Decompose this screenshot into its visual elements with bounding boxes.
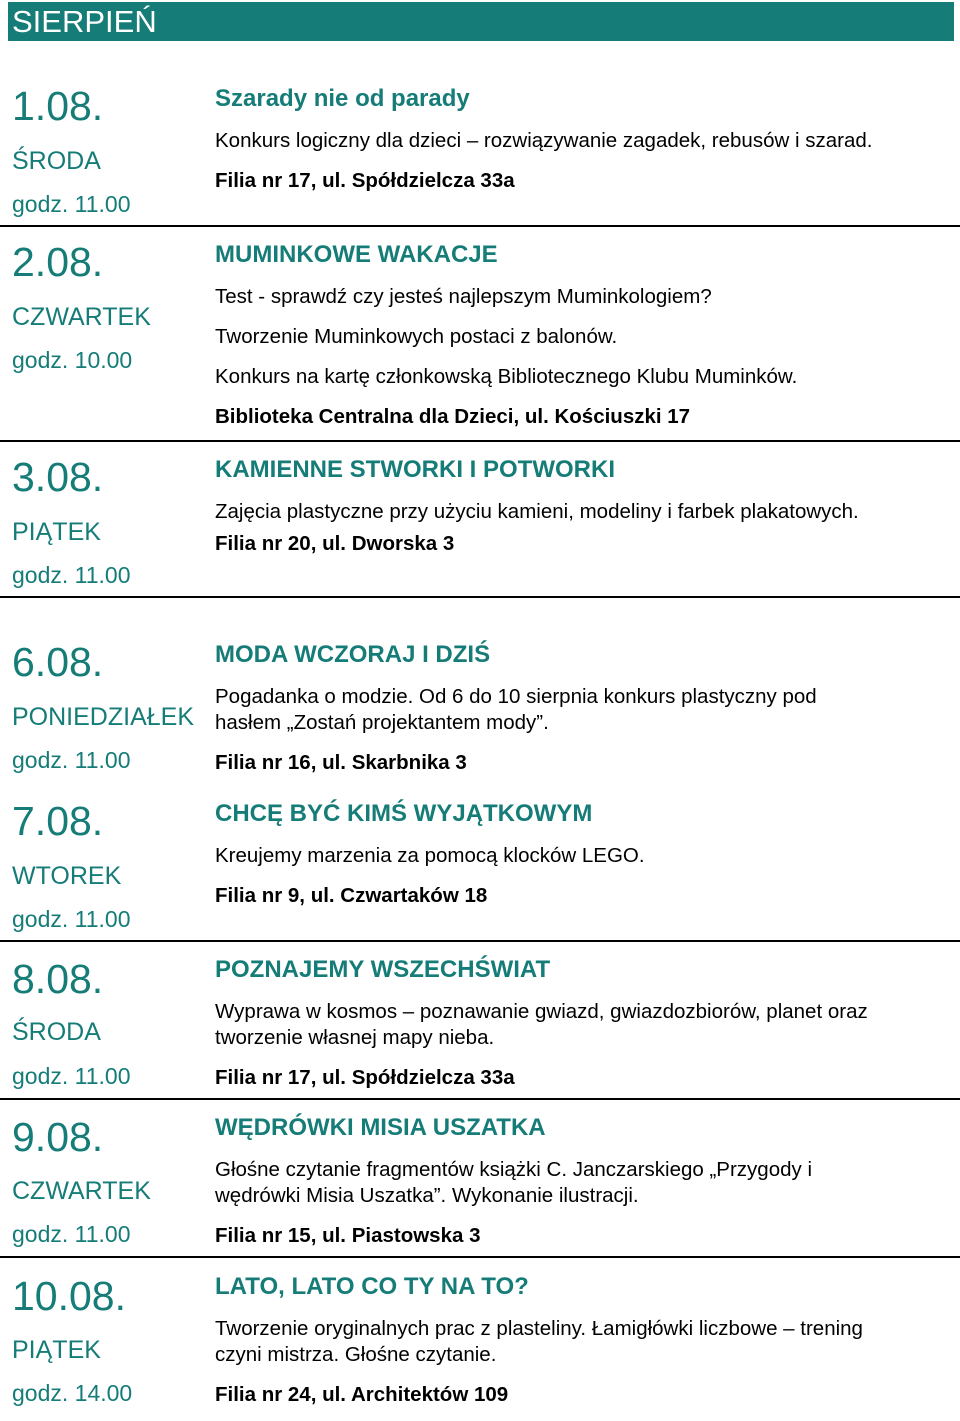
event-row xyxy=(0,955,960,1100)
event-location: Filia nr 16, ul. Skarbnika 3 xyxy=(215,751,467,774)
event-date: 8.08. xyxy=(12,956,104,1002)
event-content xyxy=(215,238,950,430)
event-time: godz. 14.00 xyxy=(12,1380,133,1406)
event-line: Pogadanka o modzie. Od 6 do 10 sierpnia konkurs plastyczny pod xyxy=(215,685,817,708)
event-time: godz. 11.00 xyxy=(12,747,131,773)
event-row xyxy=(0,1113,960,1258)
event-row xyxy=(0,82,960,227)
event-date: 3.08. xyxy=(12,454,104,500)
event-title: MODA WCZORAJ I DZIŚ xyxy=(215,641,491,668)
event-date: 9.08. xyxy=(12,1114,104,1160)
event-title: KAMIENNE STWORKI I POTWORKI xyxy=(215,456,615,483)
event-time: godz. 11.00 xyxy=(12,906,131,932)
event-line: Wyprawa w kosmos – poznawanie gwiazd, gwiazdozbiorów, planet oraz xyxy=(215,1000,868,1023)
event-line: Tworzenie oryginalnych prac z plasteliny. Łamigłówki liczbowe – trening xyxy=(215,1317,863,1340)
event-location: Filia nr 15, ul. Piastowska 3 xyxy=(215,1224,481,1247)
event-title: MUMINKOWE WAKACJE xyxy=(215,241,498,268)
event-row xyxy=(0,238,960,442)
event-title: POZNAJEMY WSZECHŚWIAT xyxy=(215,956,551,983)
event-content xyxy=(215,638,950,776)
event-time: godz. 11.00 xyxy=(12,1063,131,1089)
event-date: 7.08. xyxy=(12,798,104,844)
event-content xyxy=(215,1113,950,1249)
event-title: LATO, LATO CO TY NA TO? xyxy=(215,1273,529,1300)
event-line: Głośne czytanie fragmentów książki C. Janczarskiego „Przygody i xyxy=(215,1158,813,1181)
event-line: wędrówki Misia Uszatka”. Wykonanie ilustracji. xyxy=(215,1184,639,1207)
event-line: Konkurs logiczny dla dzieci – rozwiązywanie zagadek, rebusów i szarad. xyxy=(215,129,873,152)
event-row xyxy=(0,797,960,942)
event-line: Tworzenie Muminkowych postaci z balonów. xyxy=(215,325,618,348)
event-row xyxy=(0,638,960,778)
event-line: Test - sprawdź czy jesteś najlepszym Muminkologiem? xyxy=(215,285,712,308)
event-location: Filia nr 17, ul. Spółdzielcza 33a xyxy=(215,1066,515,1089)
event-line: Konkurs na kartę członkowską Bibliotecznego Klubu Muminków. xyxy=(215,365,798,388)
event-time: godz. 10.00 xyxy=(12,347,133,373)
event-row xyxy=(0,1272,960,1412)
event-day: CZWARTEK xyxy=(12,303,151,331)
event-location: Filia nr 24, ul. Architektów 109 xyxy=(215,1383,509,1406)
event-content xyxy=(215,1272,950,1408)
event-content xyxy=(215,955,950,1091)
event-row xyxy=(0,453,960,598)
event-date: 6.08. xyxy=(12,639,104,685)
event-day: WTOREK xyxy=(12,862,122,890)
event-date: 10.08. xyxy=(12,1273,126,1319)
event-time: godz. 11.00 xyxy=(12,1221,131,1247)
event-content xyxy=(215,82,950,194)
event-line: czyni mistrza. Głośne czytanie. xyxy=(215,1343,497,1366)
event-day: ŚRODA xyxy=(12,147,101,175)
event-content xyxy=(215,453,950,557)
event-location: Biblioteka Centralna dla Dzieci, ul. Kościuszki 17 xyxy=(215,405,691,428)
event-line: Zajęcia plastyczne przy użyciu kamieni, modeliny i farbek plakatowych. xyxy=(215,500,859,523)
event-title: CHCĘ BYĆ KIMŚ WYJĄTKOWYM xyxy=(215,800,593,827)
event-day: PIĄTEK xyxy=(12,1336,101,1364)
event-title: WĘDRÓWKI MISIA USZATKA xyxy=(215,1114,546,1141)
event-line: hasłem „Zostań projektantem mody”. xyxy=(215,711,549,734)
event-date: 1.08. xyxy=(12,83,104,129)
month-header: SIERPIEŃ xyxy=(8,2,954,41)
event-day: ŚRODA xyxy=(12,1018,101,1046)
event-line: tworzenie własnej mapy nieba. xyxy=(215,1026,495,1049)
event-location: Filia nr 9, ul. Czwartaków 18 xyxy=(215,884,488,907)
event-day: PIĄTEK xyxy=(12,518,101,546)
event-content xyxy=(215,797,950,909)
event-location: Filia nr 20, ul. Dworska 3 xyxy=(215,532,455,555)
event-day: PONIEDZIAŁEK xyxy=(12,703,194,731)
event-location: Filia nr 17, ul. Spółdzielcza 33a xyxy=(215,169,515,192)
event-title: Szarady nie od parady xyxy=(215,85,470,112)
event-day: CZWARTEK xyxy=(12,1177,151,1205)
event-line: Kreujemy marzenia za pomocą klocków LEGO. xyxy=(215,844,645,867)
event-date: 2.08. xyxy=(12,239,104,285)
event-time: godz. 11.00 xyxy=(12,562,131,588)
event-time: godz. 11.00 xyxy=(12,191,131,217)
